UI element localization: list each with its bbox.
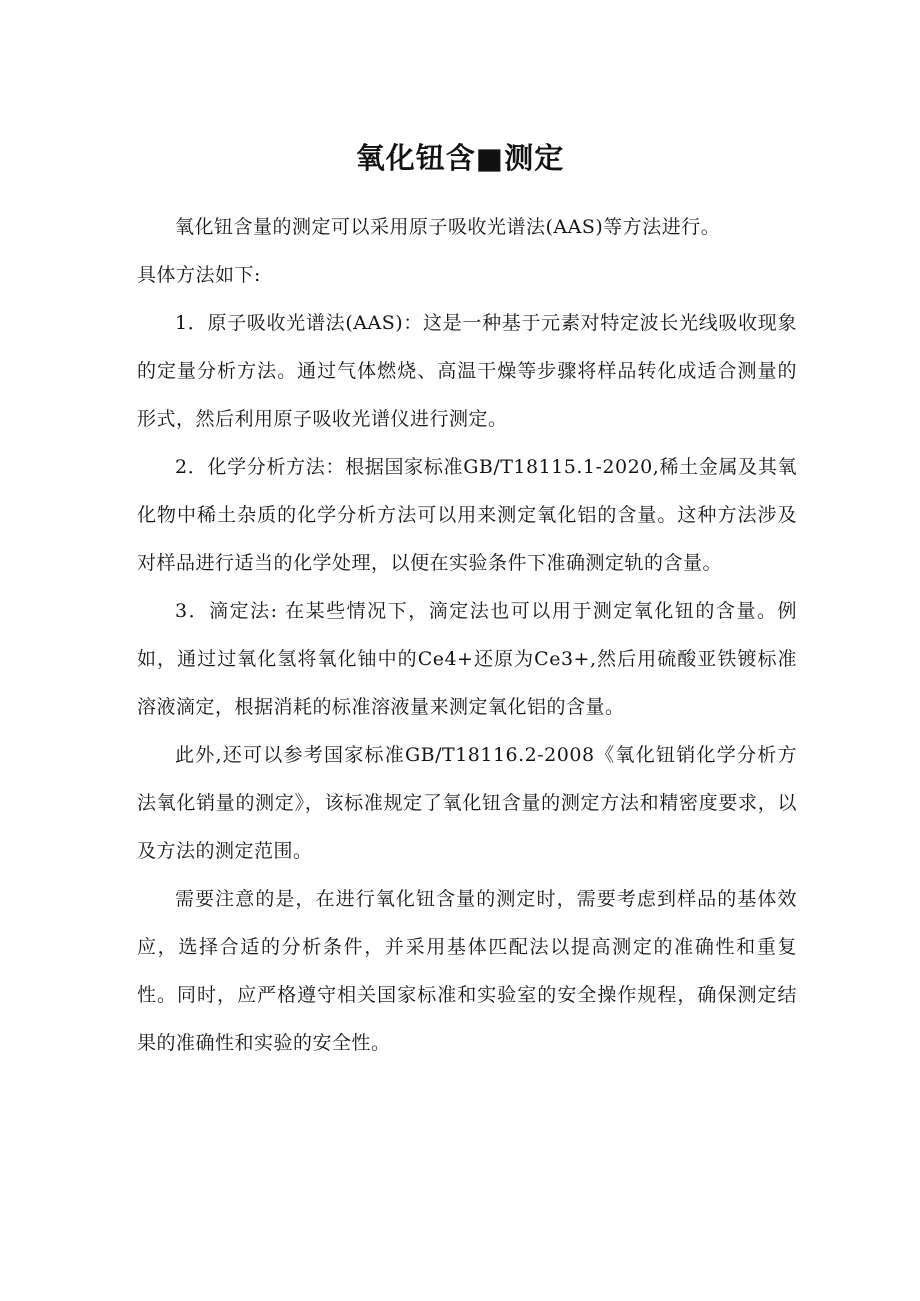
method-2-paragraph: 2．化学分析方法：根据国家标准GB/T18115.1-2020,稀土金属及其氧化物中稀土杂质的化学分析方法可以用来测定氧化铝的含量。这种方法涉及对样品进行适当的化学处理，以便在实验条件下准确测定轨的含量。 [137, 456, 797, 574]
intro-paragraph: 氧化钮含量的测定可以采用原子吸收光谱法(AAS)等方法进行。 [175, 216, 721, 238]
document-body [137, 203, 797, 1067]
method-1-paragraph: 1．原子吸收光谱法(AAS)：这是一种基于元素对特定波长光线吸收现象的定量分析方法。通过气体燃烧、高温干燥等步骤将样品转化成适合测量的形式，然后利用原子吸收光谱仪进行测定。 [137, 312, 797, 430]
method-3-paragraph: 3．滴定法: 在某些情况下，滴定法也可以用于测定氧化钮的含量。例如，通过过氧化氢将氧化铀中的Ce4+还原为Ce3+,然后用硫酸亚铁镀标准溶液滴定，根据消耗的标准溶液量来测定氧化铝的含量。 [137, 600, 797, 718]
methods-heading: 具体方法如下: [137, 264, 261, 286]
document-title: 氧化钮含■测定 [355, 141, 565, 175]
reference-paragraph: 此外,还可以参考国家标准GB/T18116.2-2008《氧化钮销化学分析方法氧化销量的测定》，该标准规定了氧化钮含量的测定方法和精密度要求，以及方法的测定范围。 [137, 744, 797, 862]
note-paragraph: 需要注意的是，在进行氧化钮含量的测定时，需要考虑到样品的基体效应，选择合适的分析条件，并采用基体匹配法以提高测定的准确性和重复性。同时，应严格遵守相关国家标准和实验室的安全操作规程，确保测定结果的准确性和实验的安全性。 [137, 888, 797, 1054]
